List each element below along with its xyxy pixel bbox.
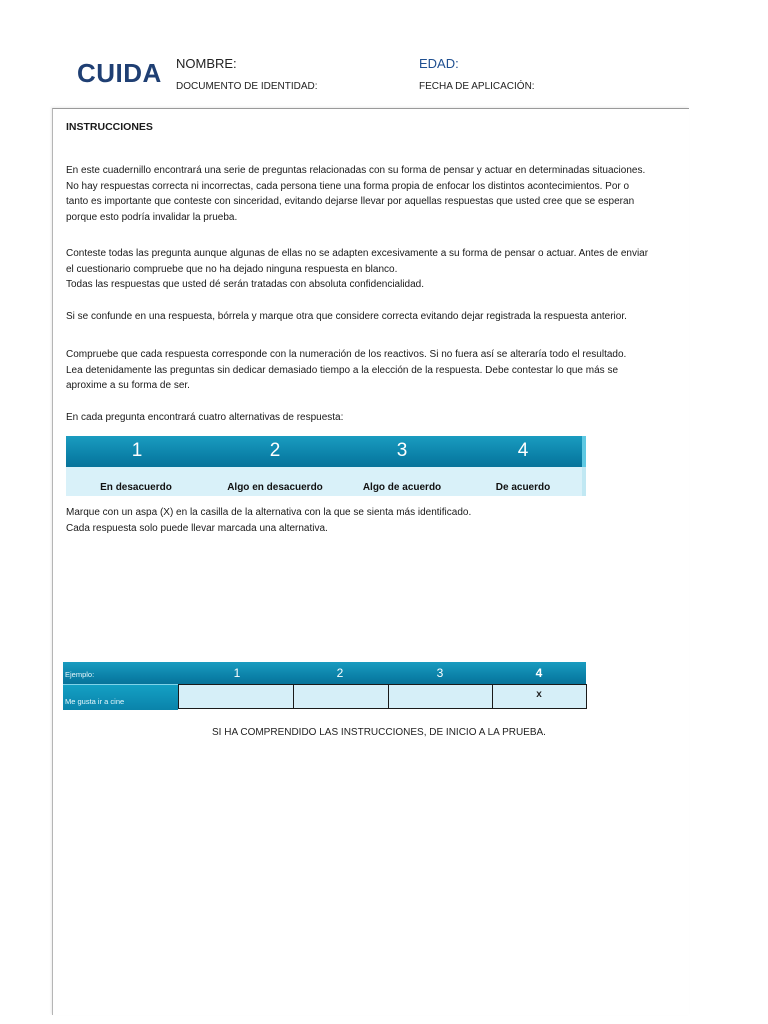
scale-label: Algo en desacuerdo xyxy=(227,482,323,493)
paragraph-line: Lea detenidamente las preguntas sin dedicar demasiado tiempo a la elección de la respuesta. Debe contestar lo que más se xyxy=(66,364,619,376)
example-cell-3[interactable] xyxy=(388,684,493,709)
example-item: Me gusta ir a cine xyxy=(65,697,125,706)
paragraph-line: No hay respuestas correcta ni incorrectas, cada persona tiene una forma propia de enfocar los distintos acontecimientos. Por o xyxy=(66,180,630,192)
paragraph-line: En cada pregunta encontrará cuatro alternativas de respuesta: xyxy=(66,412,344,423)
example-cell-2[interactable] xyxy=(293,684,389,709)
instructions-panel xyxy=(52,108,689,1015)
paragraph-line: el cuestionario compruebe que no ha dejado ninguna respuesta en blanco. xyxy=(66,263,398,275)
scale-number: 3 xyxy=(396,440,408,461)
scale-label: Algo de acuerdo xyxy=(362,482,442,493)
paragraph-4 xyxy=(66,347,691,394)
fecha-label: FECHA DE APLICACIÓN: xyxy=(419,81,535,92)
response-scale-table xyxy=(66,436,586,496)
paragraph-line: Marque con un aspa (X) en la casilla de la alternativa con la que se sienta más identificado. xyxy=(66,507,472,518)
paragraph-line: tanto es importante que conteste con sinceridad, evitando dejarse llevar por aquellas respuestas que usted cree que se esperan xyxy=(66,196,635,207)
closing-message: SI HA COMPRENDIDO LAS INSTRUCCIONES, DE INICIO A LA PRUEBA. xyxy=(212,727,546,738)
paragraph-line: aproxime a su forma de ser. xyxy=(66,380,190,391)
example-number: 4 xyxy=(535,666,543,680)
paragraph-6 xyxy=(66,505,691,536)
example-label: Ejemplo: xyxy=(65,670,95,679)
example-number: 1 xyxy=(233,666,241,680)
example-mark: x xyxy=(536,689,542,700)
example-number: 3 xyxy=(436,666,444,680)
scale-number: 4 xyxy=(517,440,529,461)
paragraph-2 xyxy=(66,246,691,293)
paragraph-3 xyxy=(66,309,691,325)
paragraph-line: Todas las respuestas que usted dé serán tratadas con absoluta confidencialidad. xyxy=(66,279,425,290)
paragraph-line: Conteste todas las pregunta aunque algunas de ellas no se adapten excesivamente a su forma de pensar o actuar. Antes de enviar xyxy=(66,248,649,259)
edad-label: EDAD: xyxy=(419,56,459,71)
documento-label: DOCUMENTO DE IDENTIDAD: xyxy=(176,81,318,92)
paragraph-line: Compruebe que cada respuesta corresponde con la numeración de los reactivos. Si no fuera así se alteraría todo el resultado. xyxy=(66,349,627,360)
scale-label: De acuerdo xyxy=(495,482,551,493)
instructions-title: INSTRUCCIONES xyxy=(66,121,153,133)
scale-label: En desacuerdo xyxy=(100,482,172,493)
cuida-logo: CUIDA xyxy=(77,58,162,88)
scale-number: 2 xyxy=(269,440,281,461)
example-table xyxy=(63,662,586,710)
scale-number: 1 xyxy=(131,440,143,461)
paragraph-line: Si se confunde en una respuesta, bórrela y marque otra que considere correcta evitando dejar registrada la respuesta anterior. xyxy=(66,311,627,322)
paragraph-5 xyxy=(66,410,691,426)
paragraph-line: Cada respuesta solo puede llevar marcada una alternativa. xyxy=(66,522,328,534)
paragraph-1 xyxy=(66,163,691,225)
example-number: 2 xyxy=(336,666,344,680)
paragraph-line: En este cuadernillo encontrará una serie de preguntas relacionadas con su forma de pensar y actuar en determinadas situaciones. xyxy=(66,165,646,176)
example-cell-1[interactable] xyxy=(178,684,294,709)
nombre-label: NOMBRE: xyxy=(176,56,237,71)
paragraph-line: porque esto podría invalidar la prueba. xyxy=(66,211,238,223)
